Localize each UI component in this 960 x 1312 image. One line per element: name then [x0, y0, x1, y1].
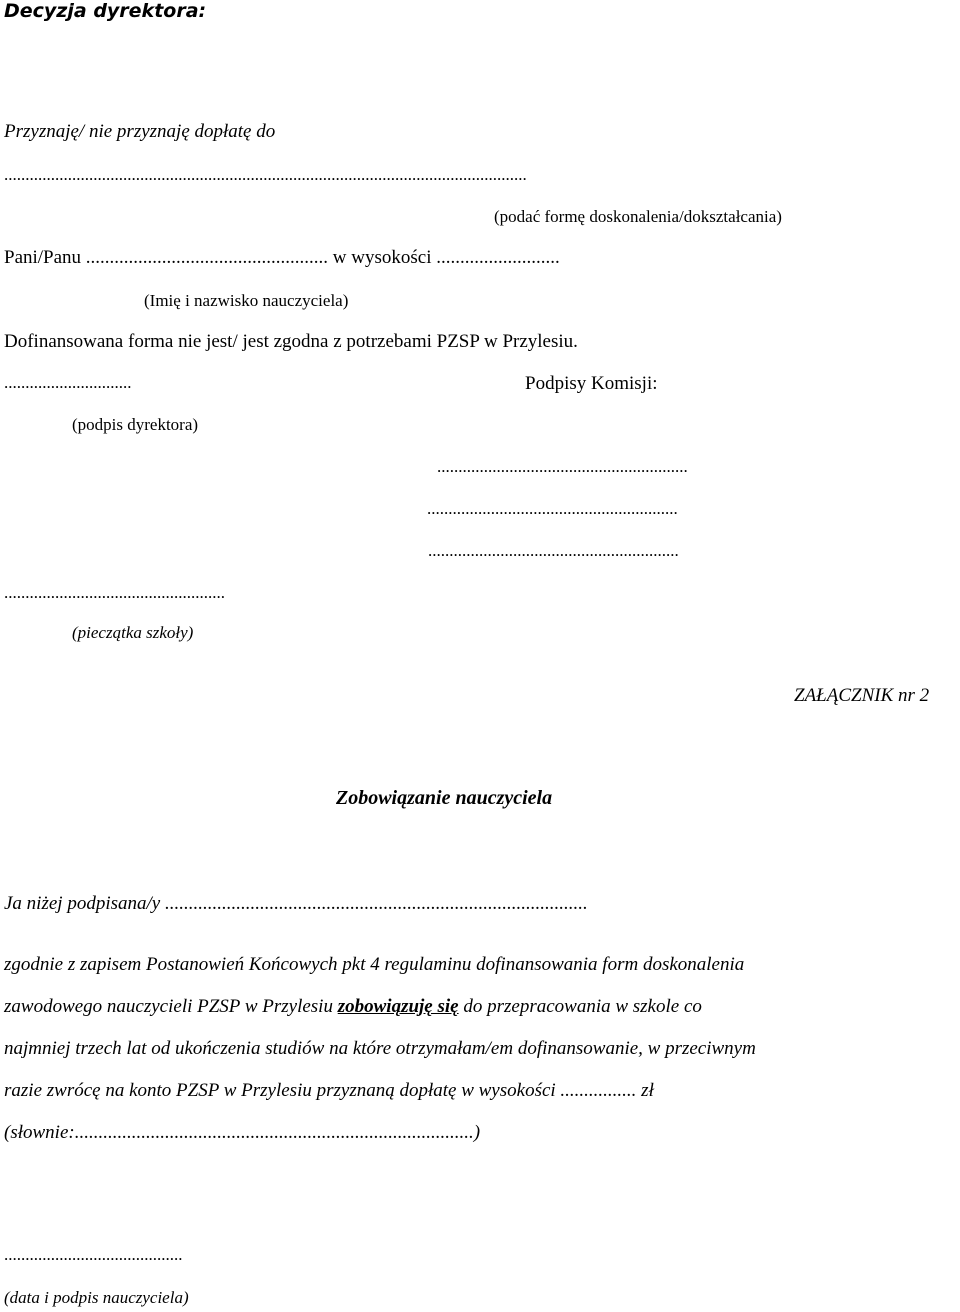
paragraph-text: zawodowego nauczycieli PZSP w Przylesiu	[4, 996, 338, 1017]
commission-signature-line: ...........................................................	[427, 499, 678, 518]
paragraph-line: razie zwrócę na konto PZSP w Przylesiu przyznaną dopłatę w wysokości ................ zł	[4, 1080, 654, 1101]
teacher-signature-dots: ..........................................	[4, 1245, 183, 1264]
decision-heading: Decyzja dyrektora:	[4, 0, 207, 22]
paragraph-line: najmniej trzech lat od ukończenia studiów na które otrzymałam/em dofinansowanie, w przeciwnym	[4, 1038, 756, 1059]
teacher-signature-caption: (data i podpis nauczyciela)	[4, 1288, 189, 1307]
recipient-line: Pani/Panu ................................................... w wysokości ..........................	[4, 247, 560, 268]
commitment-emphasis: zobowiązuję się	[337, 996, 459, 1017]
attachment-label: ZAŁĄCZNIK nr 2	[794, 685, 930, 706]
intro-line: Ja niżej podpisana/y .........................................................................................	[4, 893, 588, 914]
compliance-line: Dofinansowana forma nie jest/ jest zgodna z potrzebami PZSP w Przylesiu.	[4, 331, 578, 352]
commission-label: Podpisy Komisji:	[525, 373, 658, 394]
name-caption: (Imię i nazwisko nauczyciela)	[144, 291, 349, 310]
paragraph-line	[4, 997, 702, 1016]
form-caption: (podać formę doskonalenia/dokształcania)	[494, 207, 782, 226]
director-signature-caption: (podpis dyrektora)	[72, 415, 199, 434]
form-fill-dots: ...........................................................................................................................	[4, 165, 527, 184]
stamp-dots: ....................................................	[4, 583, 225, 602]
paragraph-line: zgodnie z zapisem Postanowień Końcowych pkt 4 regulaminu dofinansowania form doskonalenia	[4, 954, 745, 975]
director-signature-dots: ..............................	[4, 373, 132, 392]
paragraph-text: do przepracowania w szkole co	[458, 996, 702, 1017]
commitment-title: Zobowiązanie nauczyciela	[336, 787, 553, 809]
commission-signature-line: ...........................................................	[428, 541, 679, 560]
amount-in-words: (słownie:....................................................................................)	[4, 1122, 481, 1143]
stamp-caption: (pieczątka szkoły)	[72, 623, 194, 642]
grant-line: Przyznaję/ nie przyznaję dopłatę do	[4, 121, 276, 142]
commission-signature-line: ...........................................................	[437, 457, 688, 476]
